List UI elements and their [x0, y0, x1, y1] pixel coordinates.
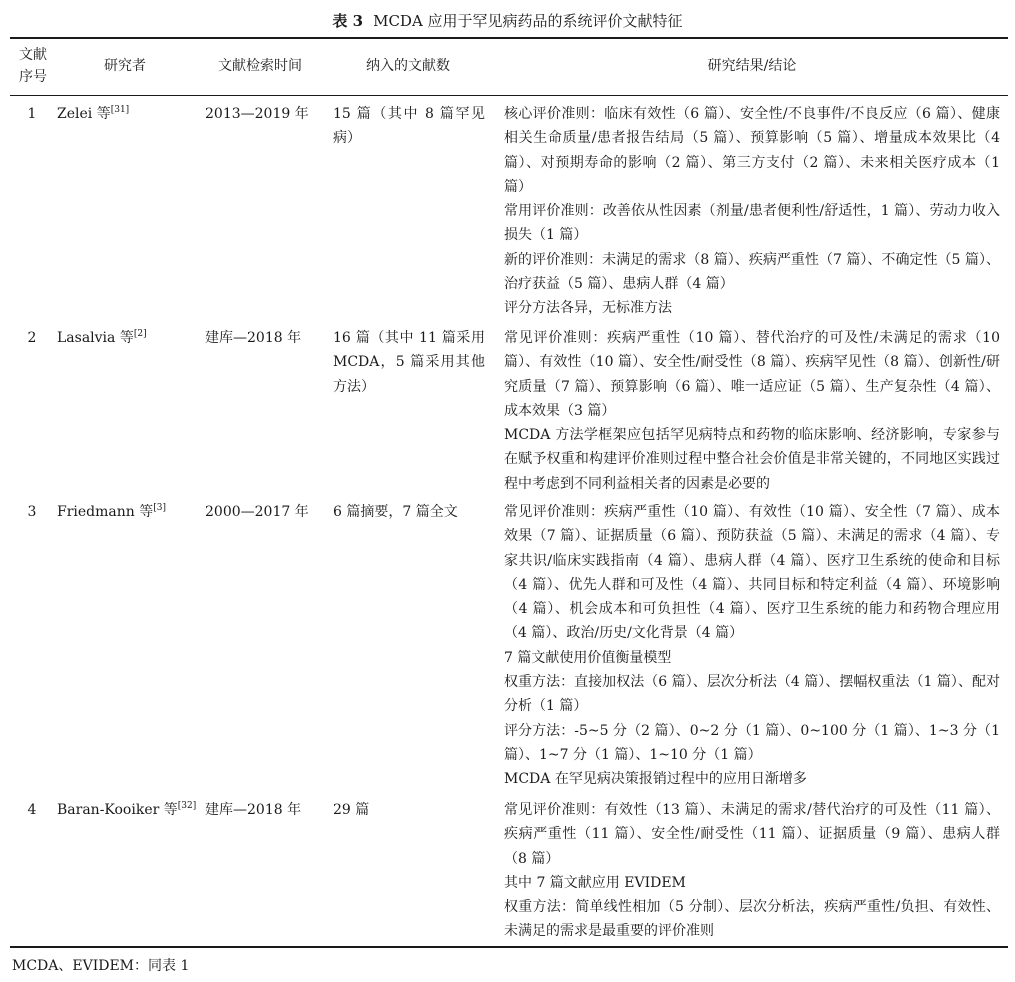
table-label: 表 3	[332, 12, 364, 30]
top-rule	[10, 37, 1008, 39]
row-count: 29 篇	[333, 802, 370, 818]
result-line: 权重方法：直接加权法（6 篇）、层次分析法（4 篇）、摆幅权重法（1 篇）、配对分析（1 篇）	[504, 674, 1000, 715]
result-line: 常见评价准则：有效性（13 篇）、未满足的需求/替代治疗的可及性（11 篇）、疾病严重性（11 篇）、安全性/耐受性（11 篇）、证据质量（9 篇）、患病人群（8 篇）	[504, 802, 1000, 867]
author-name: Baran-Kooiker 等	[57, 802, 178, 818]
result-line: 评分方法各异，无标准方法	[504, 300, 672, 317]
result-line: 常用评价准则：改善依从性因素（剂量/患者便利性/舒适性，1 篇）、劳动力收入损失（1 篇）	[504, 203, 1000, 244]
row-author	[57, 102, 197, 126]
bottom-rule	[10, 946, 1008, 948]
row-no: 2	[27, 330, 37, 346]
result-line: 评分方法：-5~5 分（2 篇）、0~2 分（1 篇）、0~100 分（1 篇）、1~3 分（1 篇）、1~7 分（1 篇）、1~10 分（1 篇）	[504, 722, 1000, 763]
row-time: 2013—2019 年	[205, 106, 309, 122]
row-results	[504, 798, 1000, 944]
header-rule	[10, 95, 1008, 96]
row-results	[504, 102, 1000, 321]
reference-mark: [31]	[110, 105, 130, 115]
row-count: 16 篇（其中 11 篇采用 MCDA，5 篇采用其他方法）	[333, 330, 485, 395]
row-author	[57, 326, 197, 350]
result-line: 常见评价准则：疾病严重性（10 篇）、有效性（10 篇）、安全性（7 篇）、成本效果（7 篇）、证据质量（6 篇）、预防获益（5 篇）、未满足的需求（4 篇）、专家共识/临床实践指南（4 篇）、患病人群（4 篇）、医疗卫生系统的使命和目标（4 篇）、优先人群和可及性（4 篇）、共同目标和特定利益（4 篇）、环境影响（4 篇）、机会成本和可负担性（4 篇）、医疗卫生系统的能力和药物合理应用（4 篇）、政治/历史/文化背景（4 篇）	[504, 504, 1000, 642]
row-no: 1	[27, 106, 37, 122]
header-count: 纳入的文献数	[366, 58, 450, 74]
row-time: 2000—2017 年	[205, 504, 309, 520]
result-line: MCDA 方法学框架应包括罕见病特点和药物的临床影响、经济影响，专家参与在赋予权重和构建评价准则过程中整合社会价值是非常关键的，不同地区实践过程中考虑到不同利益相关者的因素是必要的	[504, 427, 1000, 492]
row-no: 4	[27, 802, 37, 818]
result-line: 权重方法：简单线性相加（5 分制）、层次分析法，疾病严重性/负担、有效性、未满足的需求是最重要的评价准则	[504, 899, 1000, 940]
row-author	[57, 500, 197, 524]
row-no: 3	[27, 504, 37, 520]
author-name: Friedmann 等	[57, 504, 154, 520]
result-line: 其中 7 篇文献应用 EVIDEM	[504, 874, 686, 891]
table-title: MCDA 应用于罕见病药品的系统评价文献特征	[373, 12, 683, 30]
header-no: 文献序号	[19, 47, 47, 85]
result-line: 核心评价准则：临床有效性（6 篇）、安全性/不良事件/不良反应（6 篇）、健康相关生命质量/患者报告结局（5 篇）、预算影响（5 篇）、增量成本效果比（4 篇）、对预期寿命的影响（2 篇）、第三方支付（2 篇）、未来相关医疗成本（1 篇）	[504, 106, 1000, 195]
table-footnote: MCDA、EVIDEM：同表 1	[12, 958, 190, 974]
result-line: 7 篇文献使用价值衡量模型	[504, 649, 672, 666]
header-result: 研究结果/结论	[707, 58, 797, 74]
header-time: 文献检索时间	[218, 58, 302, 74]
author-name: Zelei 等	[57, 106, 111, 122]
header-author: 研究者	[104, 58, 146, 74]
result-line: MCDA 在罕见病决策报销过程中的应用日渐增多	[504, 771, 807, 788]
row-author	[57, 798, 202, 822]
row-count: 15 篇（其中 8 篇罕见病）	[333, 106, 485, 147]
row-count: 6 篇摘要，7 篇全文	[333, 504, 458, 520]
row-results	[504, 500, 1000, 792]
row-results	[504, 326, 1000, 496]
table-caption	[0, 9, 1015, 33]
author-name: Lasalvia 等	[57, 330, 134, 346]
row-time: 建库—2018 年	[205, 802, 302, 818]
result-line: 新的评价准则：未满足的需求（8 篇）、疾病严重性（7 篇）、不确定性（5 篇）、治疗获益（5 篇）、患病人群（4 篇）	[504, 251, 1000, 293]
reference-mark: [32]	[177, 801, 197, 811]
result-line: 常见评价准则：疾病严重性（10 篇）、替代治疗的可及性/未满足的需求（10 篇）、有效性（10 篇）、安全性/耐受性（8 篇）、疾病罕见性（8 篇）、创新性/研究质量（7 篇）、预算影响（6 篇）、唯一适应证（5 篇）、生产复杂性（4 篇）、成本效果（3 篇）	[504, 330, 1000, 419]
reference-mark: [2]	[133, 329, 147, 339]
row-time: 建库—2018 年	[205, 330, 302, 346]
reference-mark: [3]	[153, 503, 166, 513]
